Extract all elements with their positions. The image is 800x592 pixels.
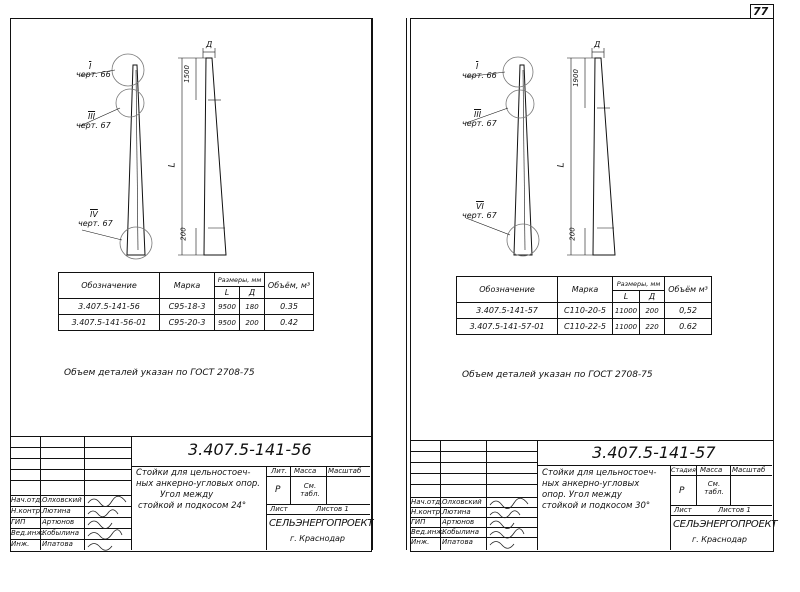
dim-length-r: L	[556, 162, 567, 168]
signer-name-r5: Ипатова	[442, 538, 473, 546]
th-designation: Обозначение	[59, 273, 160, 299]
callout-ref-2: черт. 67	[76, 121, 111, 130]
th-mark: Марка	[160, 273, 215, 299]
signer-role-2: Н.контр.	[11, 507, 43, 515]
th-volume: Объём, м³	[265, 273, 314, 299]
table-row: 3.407.5-141-57-01 С110-22-5 11000 220 0.62	[457, 319, 712, 335]
title-line-r2: ных анкерно-угловых	[542, 479, 640, 489]
th-l: L	[215, 287, 240, 299]
stage-value-r: Р	[679, 486, 685, 496]
signer-name-4: Кобылина	[42, 529, 79, 537]
drawing-code-left: 3.407.5-141-56	[188, 440, 312, 459]
mass-header-r: Масса	[700, 466, 723, 474]
callout-num-2: $\overline{III}$	[88, 112, 96, 121]
sheets-label: Листов 1	[316, 505, 349, 513]
org-name-r: СЕЛЬЭНЕРГОПРОЕКТ	[673, 519, 778, 530]
dim-top: 1500	[182, 65, 191, 83]
title-line-r4: стойкой и подкосом 30°	[542, 501, 651, 511]
drawing-code-right: 3.407.5-141-57	[592, 443, 716, 462]
volume-note-left: Объем деталей указан по ГОСТ 2708-75	[64, 368, 255, 378]
callout-num-r3: $\overline{VI}$	[476, 202, 484, 211]
table-row: 3.407.5-141-56 С95-18-3 9500 180 0.35	[59, 299, 314, 315]
signer-name-r2: Лютина	[442, 508, 471, 516]
callout-ref-r2: черт. 67	[462, 119, 497, 128]
callout-num-1: $\overline{I}$	[89, 62, 92, 71]
signer-role-4: Вед.инж.	[11, 529, 45, 537]
stage-header-r: Стадия	[671, 466, 696, 474]
signer-role-r1: Нач.отд.	[411, 498, 443, 506]
callout-ref-r3: черт. 67	[462, 211, 497, 220]
signer-name-2: Лютина	[42, 507, 71, 515]
sheet-label-r: Лист	[674, 506, 692, 514]
mass-value: См. табл.	[300, 482, 320, 498]
callout-ref-1: черт. 66	[76, 70, 111, 79]
signer-name-r4: Кобылина	[442, 528, 479, 536]
table-row: 3.407.5-141-57 С110-20-5 11000 200 0,52	[457, 303, 712, 319]
callout-num-3: $\overline{IV}$	[90, 210, 98, 219]
signer-role-3: ГИП	[11, 518, 26, 526]
title-line-2: ных анкерно-угловых опор.	[136, 479, 260, 489]
dim-bottom: 200	[179, 227, 188, 241]
scale-header: Масштаб	[328, 467, 362, 475]
signer-role-1: Нач.отд.	[11, 496, 43, 504]
page-number: 77	[753, 5, 769, 18]
signer-name-r1: Олховский	[442, 498, 482, 506]
callout-num-r2: $\overline{III}$	[474, 110, 482, 119]
dim-bottom-r: 200	[568, 227, 577, 241]
callout-num-r1: $\overline{I}$	[476, 62, 479, 71]
volume-note-right: Объем деталей указан по ГОСТ 2708-75	[462, 370, 653, 380]
title-line-3: Угол между	[160, 490, 214, 500]
org-name: СЕЛЬЭНЕРГОПРОЕКТ	[269, 518, 374, 529]
signer-name-5: Ипатова	[42, 540, 73, 548]
dim-length: L	[167, 162, 178, 168]
title-line-r3: опор. Угол между	[542, 490, 622, 500]
th-dimensions: Размеры, мм	[215, 273, 265, 287]
spec-table-right: Обозначение Марка Размеры, мм Объём м³ L Д 3.407.5-141-57 С110-20-5 11000 200 0,52 3.407.5-141-57-01 С110-22-5 11000 220 0.62	[456, 276, 712, 335]
signer-role-r2: Н.контр.	[411, 508, 443, 516]
title-line-r1: Стойки для цельностоеч-	[542, 468, 657, 478]
mass-value-r: См. табл.	[704, 480, 724, 496]
stage-header: Лит.	[271, 467, 288, 475]
dim-top-r: 1900	[571, 69, 580, 87]
table-row: 3.407.5-141-56-01 С95-20-3 9500 200 0.42	[59, 315, 314, 331]
signer-role-r5: Инж.	[411, 538, 430, 546]
org-city-r: г. Краснодар	[692, 535, 747, 544]
signer-role-r3: ГИП	[411, 518, 426, 526]
signer-role-r4: Вед.инж.	[411, 528, 445, 536]
signer-name-1: Олховский	[42, 496, 82, 504]
th-d: Д	[240, 287, 265, 299]
sheet-label: Лист	[270, 505, 288, 513]
mass-header: Масса	[294, 467, 317, 475]
signer-role-5: Инж.	[11, 540, 30, 548]
callout-ref-r1: черт. 66	[462, 71, 497, 80]
stage-value: Р	[275, 485, 281, 495]
title-line-4: стойкой и подкосом 24°	[138, 501, 247, 511]
org-city: г. Краснодар	[290, 534, 345, 543]
sheets-label-r: Листов 1	[718, 506, 751, 514]
signer-name-3: Артюнов	[42, 518, 75, 526]
callout-ref-3: черт. 67	[78, 219, 113, 228]
signer-name-r3: Артюнов	[442, 518, 475, 526]
scale-header-r: Масштаб	[732, 466, 766, 474]
title-line-1: Стойки для цельностоеч-	[136, 468, 251, 478]
dim-width-r: Д	[594, 40, 601, 49]
dim-width: Д	[206, 40, 213, 49]
